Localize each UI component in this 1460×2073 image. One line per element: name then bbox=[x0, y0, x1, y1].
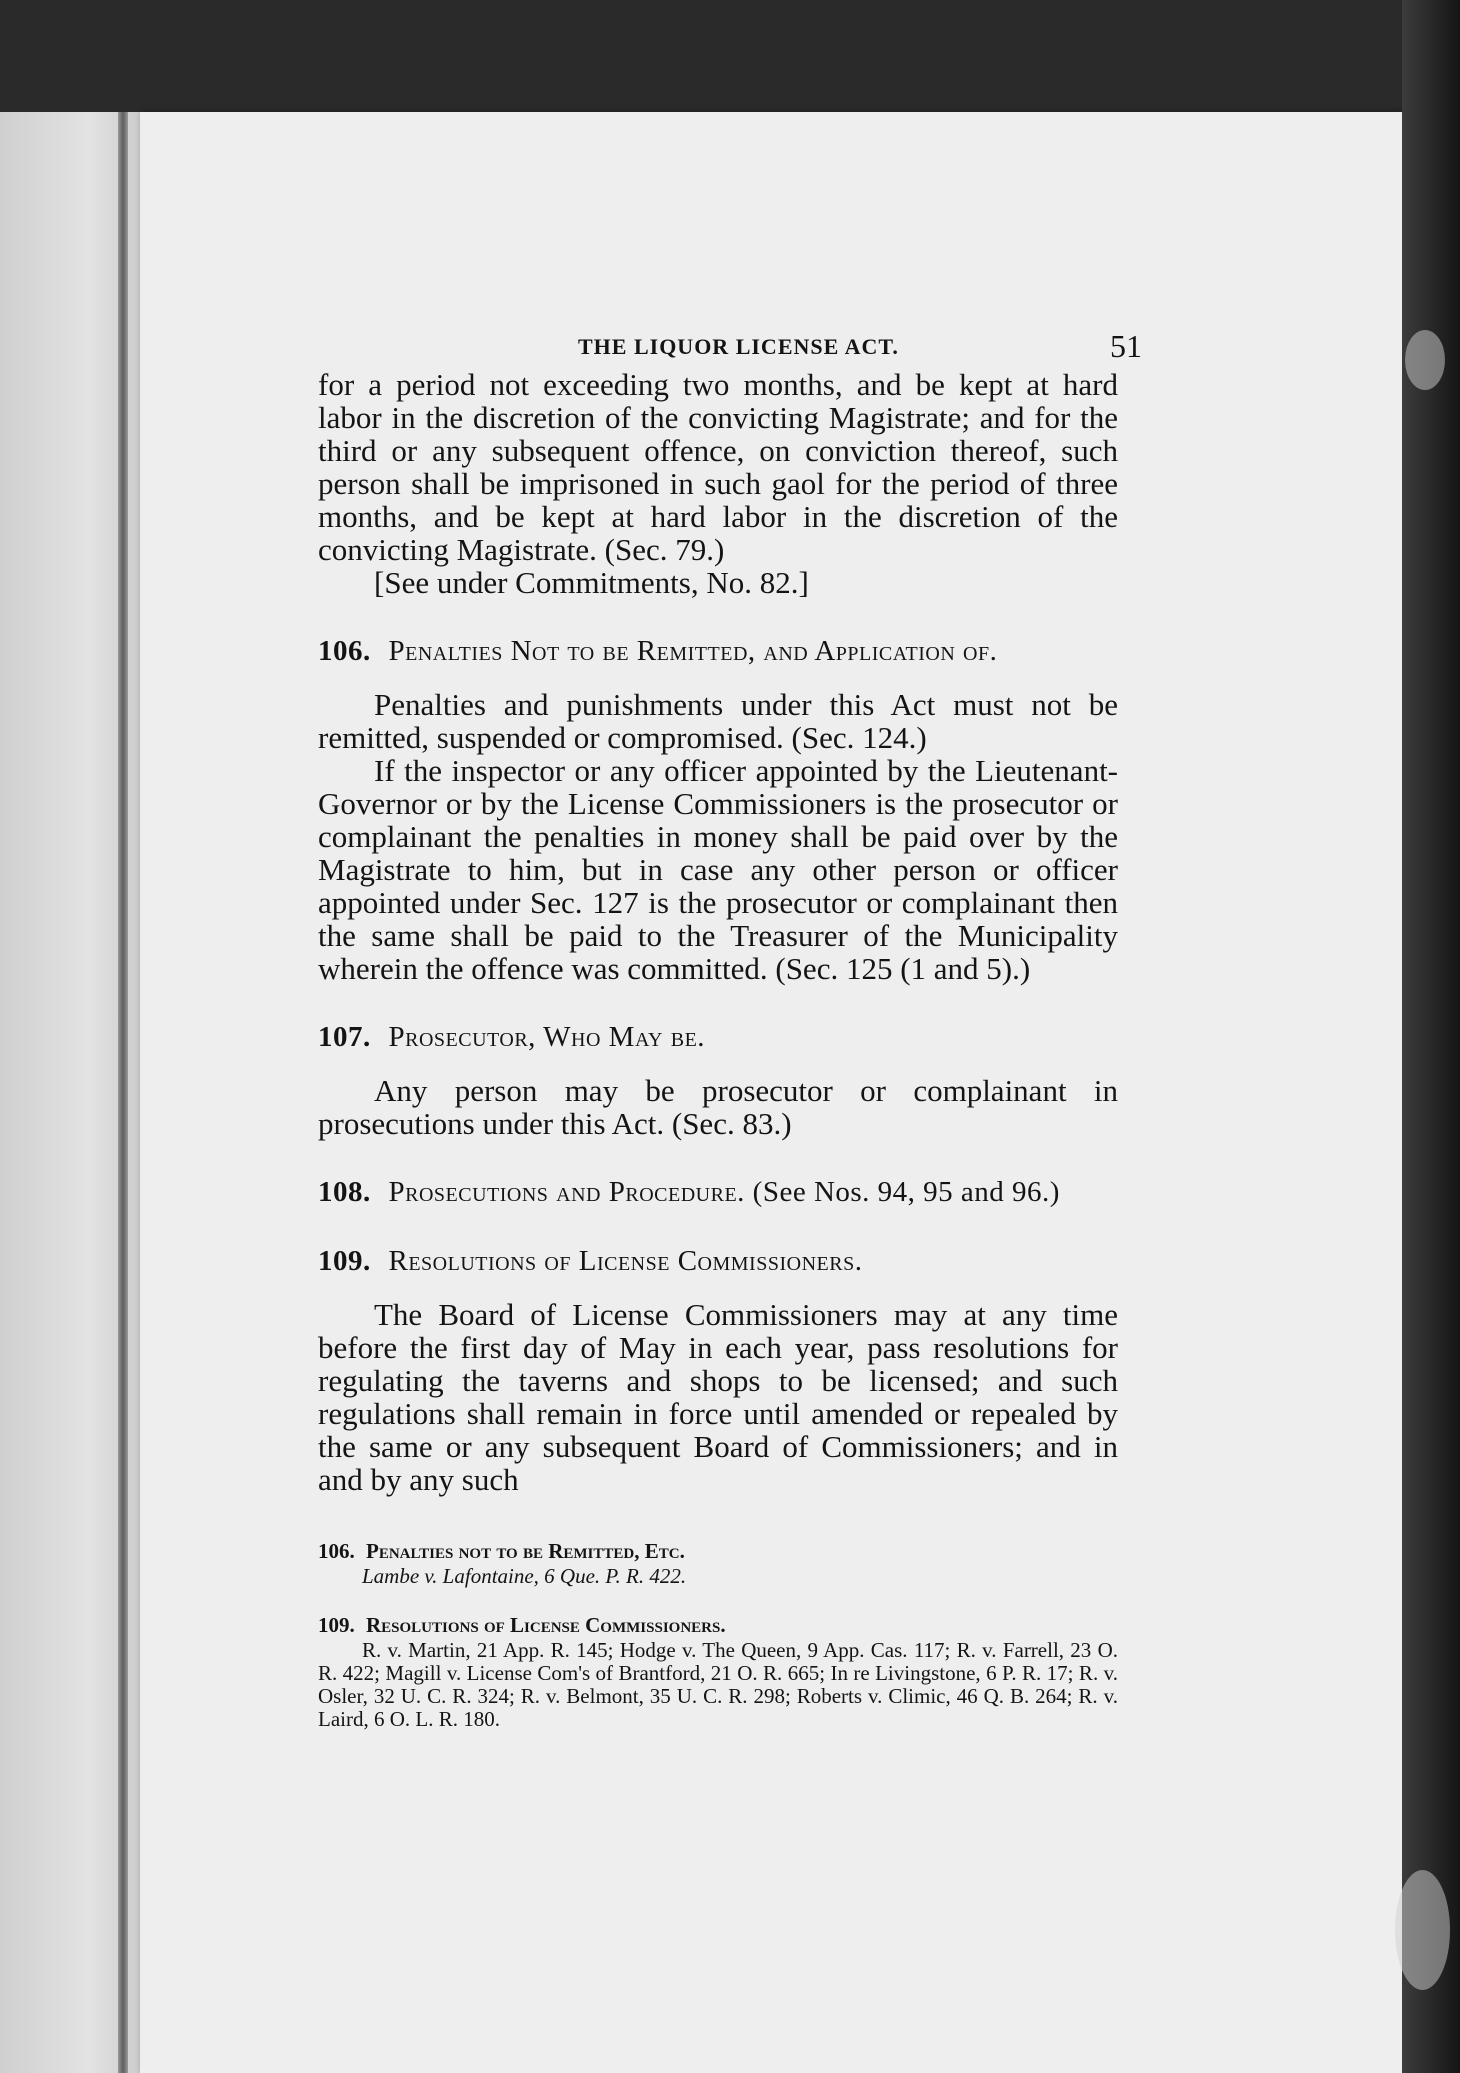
page-header bbox=[318, 328, 1142, 368]
book-gutter bbox=[118, 112, 128, 2073]
paper-speckle bbox=[1405, 330, 1445, 390]
section-number: 107. bbox=[318, 1021, 371, 1053]
section-number: 109. bbox=[318, 1245, 371, 1277]
section-paragraph: Any person may be prosecutor or complainant in prosecutions under this Act. (Sec. 83.) bbox=[318, 1073, 1118, 1141]
paper-speckle bbox=[1395, 1870, 1450, 1990]
cross-reference-note: [See under Commitments, No. 82.] bbox=[374, 565, 809, 600]
section-heading-107 bbox=[318, 1021, 1118, 1054]
section-cross-reference: (See Nos. 94, 95 and 96.) bbox=[752, 1176, 1060, 1208]
section-heading-106 bbox=[318, 635, 1118, 668]
section-title: Penalties Not to be Remitted, and Application of. bbox=[388, 635, 998, 667]
annotation-citations: R. v. Martin, 21 App. R. 145; Hodge v. The Queen, 9 App. Cas. 117; R. v. Farrell, 23 O. R. 422; Magill v. License Com's of Brantford, 21 O. R. 665; In re Livingstone, 6 P. R. 17; R. v. Osler, 32 U. C. R. 324; R. v. Belmont, 35 U. C. R. 298; Roberts v. Climic, 46 Q. B. 264; R. v. Laird, 6 O. L. R. 180. bbox=[318, 1638, 1118, 1731]
section-heading-108 bbox=[318, 1176, 1118, 1209]
section-paragraph: Penalties and punishments under this Act must not be remitted, suspended or compromised. (Sec. 124.) bbox=[318, 687, 1118, 755]
scan-background-edge bbox=[1402, 0, 1460, 2073]
page-number: 51 bbox=[1110, 328, 1142, 364]
annotation-heading-106 bbox=[318, 1540, 1118, 1563]
annotation-number: 106. bbox=[318, 1539, 355, 1563]
case-citation: Lambe v. Lafontaine, 6 Que. P. R. 422. bbox=[362, 1564, 687, 1588]
continuation-paragraph: for a period not exceeding two months, and be kept at hard labor in the discretion of the convicting Magistrate; and for the third or any subsequent offence, on conviction thereof, such person shall be imprisoned in such gaol for the period of three months, and be kept at hard labor in the discretion of the convicting Magistrate. (Sec. 79.) bbox=[318, 367, 1118, 567]
section-number: 106. bbox=[318, 635, 371, 667]
section-title: Prosecutor, Who May be. bbox=[388, 1021, 706, 1053]
annotation-title: Resolutions of License Commissioners. bbox=[366, 1613, 726, 1637]
section-number: 108. bbox=[318, 1176, 371, 1208]
running-head: THE LIQUOR LICENSE ACT. bbox=[578, 334, 899, 359]
page-text bbox=[318, 328, 1142, 1757]
annotations bbox=[318, 1540, 1118, 1731]
annotation-number: 109. bbox=[318, 1613, 355, 1637]
section-title: Prosecutions and Procedure. bbox=[388, 1176, 745, 1208]
section-paragraph: The Board of License Commissioners may at any time before the first day of May in each year, pass resolutions for regulating the taverns and shops to be licensed; and such regulations shall remain in force until amended or repealed by the same or any subsequent Board of Commissioners; and in and by any such bbox=[318, 1297, 1118, 1497]
section-title: Resolutions of License Commissioners. bbox=[388, 1245, 863, 1277]
annotation-citations bbox=[318, 1565, 1118, 1588]
section-paragraph: If the inspector or any officer appointed by the Lieutenant-Governor or by the License Commissioners is the prosecutor or complainant the penalties in money shall be paid over by the Magistrate to him, but in case any other person or officer appointed under Sec. 127 is the prosecutor or complainant then the same shall be paid to the Treasurer of the Municipality wherein the offence was committed. (Sec. 125 (1 and 5).) bbox=[318, 753, 1118, 986]
annotation-heading-109 bbox=[318, 1614, 1118, 1637]
section-heading-109 bbox=[318, 1245, 1118, 1278]
annotation-title: Penalties not to be Remitted, Etc. bbox=[366, 1539, 685, 1563]
